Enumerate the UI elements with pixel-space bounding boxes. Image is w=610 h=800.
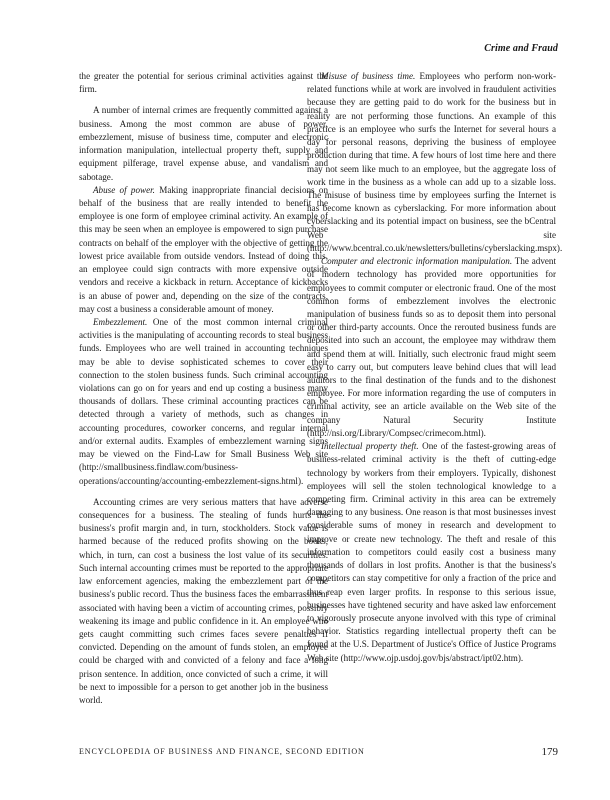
paragraph-body: One of the fastest-growing areas of business-related criminal activity is the theft of cutting-edge technology by workers from their employers. Typically, dishonest employees will sell the stolen technological knowledge to a competing firm. Criminal activity in this area can be extremely damaging to any business. One reason is that most businesses invest considerable sums of money in research and development to improve or create new technology. The theft and resale of this information to competitors could easily cost a business many thousands of dollars in lost profits. Another is that the business's competitors can stay competitive for only a fraction of the price and thus reap even larger profits. In response to this serious issue, businesses have tightened security and have asked law enforcement to vigorously prosecute anyone involved with this type of criminal behavior. Statistics regarding intellectual property theft can be found at the U.S. Department of Justice's Office of Justice Programs Web site (http://www.ojp.usdoj.gov/bjs/abstract/ipt02.htm). xyxy=(307,441,557,663)
paragraph-ip-theft xyxy=(307,440,556,665)
paragraph: A number of internal crimes are frequently committed against a business. Among the most common are abuse of power, embezzlement, misuse of business time, computer and electronic information manipulation, intellectual property theft, supply and equipment pilferage, travel expense abuse, and vandalism and sabotage. xyxy=(79,105,328,182)
paragraph-abuse-of-power xyxy=(79,184,328,316)
paragraph-computer-manipulation xyxy=(307,255,556,440)
paragraph-misuse-of-time xyxy=(307,70,563,255)
page-number: 179 xyxy=(541,746,558,758)
left-column xyxy=(79,70,328,707)
paragraph-lead: Embezzlement. xyxy=(93,316,148,327)
paragraph-body: Making inappropriate financial decisions on behalf of the business that are really intended to benefit the employee is one form of employee criminal activity. An example of this may be seen when an employee is empowered to sign purchase contracts on behalf of the employer with the objective of getting the lowest price available from outside vendors. Instead of doing this, an employee could sign contracts with more expensive outside vendors and receive a kickback in return. Acceptance of kickbacks is an abuse of power and, depending on the size of the contracts, may cost a business a considerable amount of money. xyxy=(79,184,328,314)
right-column xyxy=(307,70,563,665)
paragraph: the greater the potential for serious criminal activities against the firm. xyxy=(79,71,328,95)
paragraph-body: The advent of modern technology has provided more opportunities for employees to commit computer or electronic fraud. One of the most common forms of embezzlement involves the electronic manipulation of business funds so as to deposit them into personal or other third-party accounts. Once the rerouted business funds are deposited into such an account, the employee may withdraw them and spend them at will. Initially, such electronic fraud might seem easy to carry out, but computers leave behind clues that will lead auditors to the final destination of the funds and to the dishonest employee. For more information regarding the use of computers in criminal activity, see an article available on the Web site of the company Natural Security Institute (http://nsi.org/Library/Compsec/crimecom.html). xyxy=(307,256,556,438)
paragraph-lead: Misuse of business time. xyxy=(321,71,416,81)
paragraph-embezzlement xyxy=(79,316,328,488)
paragraph-lead: Intellectual property theft. xyxy=(321,441,419,452)
footer-book-title: ENCYCLOPEDIA OF BUSINESS AND FINANCE, SECOND EDITION xyxy=(79,747,365,756)
running-header: Crime and Fraud xyxy=(484,43,558,54)
paragraph-body: Employees who perform non-work-related functions while at work are involved in fraudulent activities because they are getting paid to do work for the business but in reality are not performing those functions. An example of this practice is an employee who surfs the Internet for several hours a day for personal reasons, depriving the business of employee production during that time. A few hours of lost time here and there may not seem like much to an employee, but the aggregate loss of work time in the business as a whole can add up to a sizable loss. The misuse of business time by employees surfing the Internet is has become known as cyberslacking. For more information about cyberslacking and its potential impact on business, see the bCentral Web site (http://www.bcentral.co.uk/newsletters/bulletins/cyberslacking.mspx). xyxy=(307,71,563,253)
paragraph-lead: Computer and electronic information manipulation. xyxy=(321,256,513,267)
paragraph: Accounting crimes are very serious matters that have adverse consequences for a business. The stealing of funds hurts the business's profit margin and, in turn, stockholders. Stock value is harmed because of the reduced profits showing on the books, which, in turn, can cost a business the lost value of its securities. Such internal accounting crimes must be reported to the appropriate law enforcement agencies, making the embezzlement part of the business's public record. Thus the business faces the embarrassment associated with having been a victim of accounting crimes, possibly weakening its image and public confidence in it. An employee who gets caught committing such crimes faces severe penalties if convicted. Depending on the amount of funds stolen, an employee could be charged with and convicted of a felony and face a long prison sentence. In addition, once convicted of such a crime, it will be next to impossible for a person to get another job in the business world. xyxy=(79,496,328,706)
paragraph-body: One of the most common internal criminal activities is the manipulating of accounting records to steal business funds. Employees who are well trained in accounting techniques may be able to devise sophisticated schemes to cover their connection to the stolen business funds. Such criminal accounting violations can go on for years and end up costing a business many thousands of dollars. These criminal accounting practices can be detected through a variety of methods, such as changes in accounting procedures, coworker concerns, and regular internal and/or external audits. Examples of embezzlement warning signs may be viewed on the Find-Law for Small Business Web site (http://smallbusiness.findlaw.com/business-operations/accounting/accounting-embezzlement-signs.html). xyxy=(79,316,328,486)
paragraph-lead: Abuse of power. xyxy=(93,184,155,195)
